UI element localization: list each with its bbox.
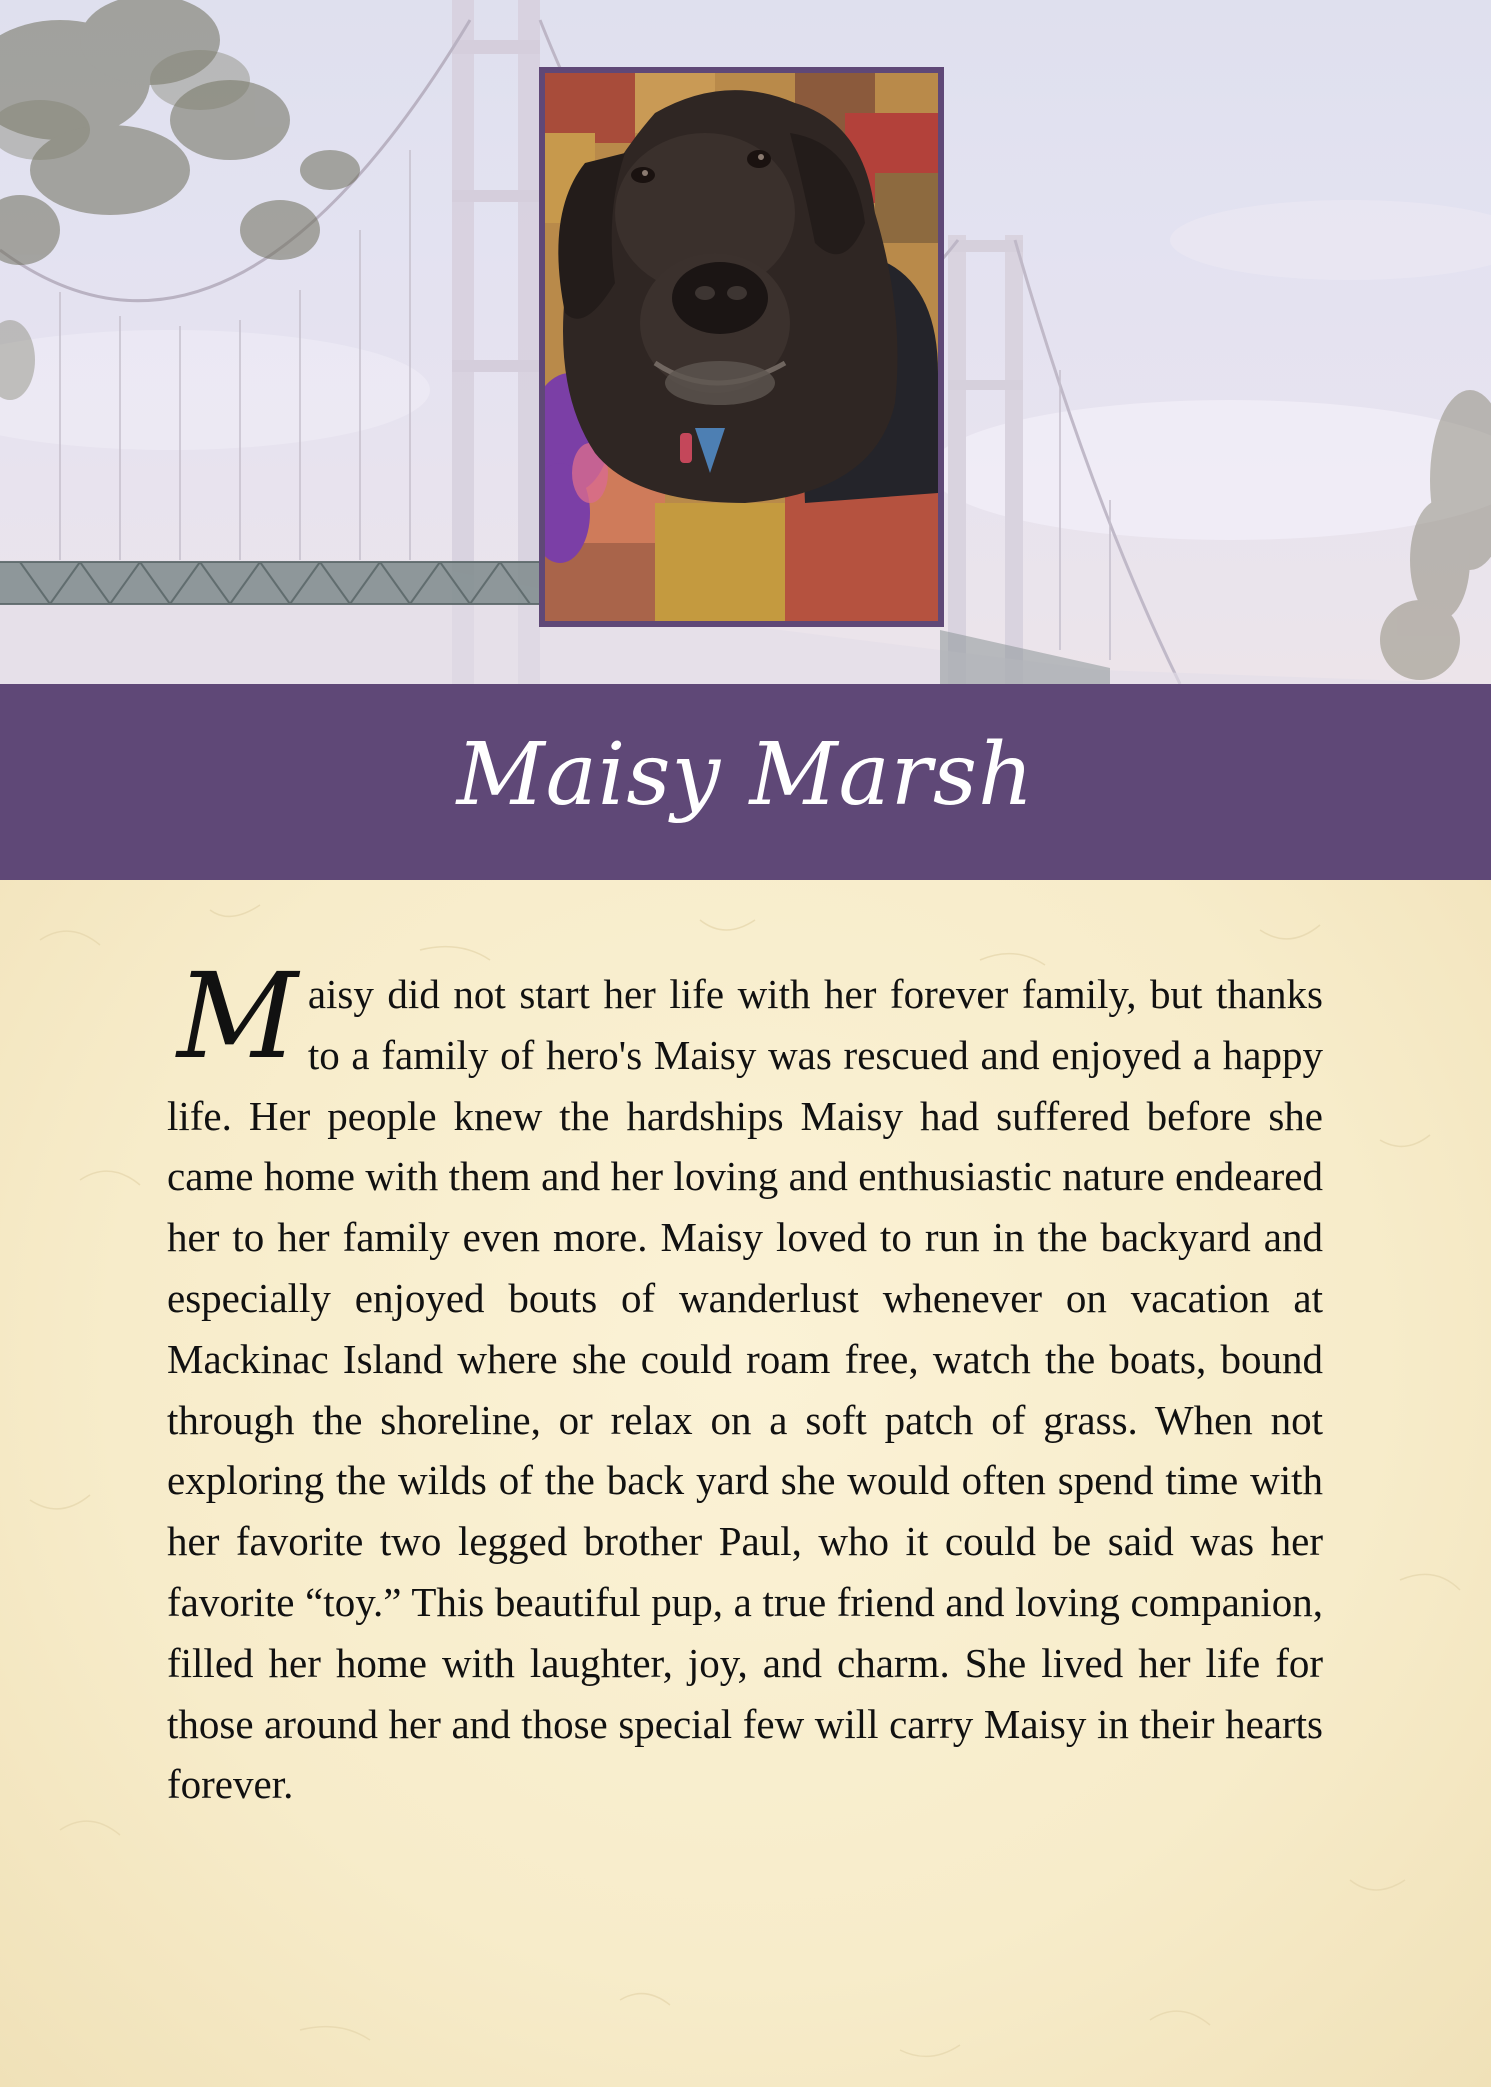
story-text: aisy did not start her life with her forever family, but thanks to a family of hero's Maisy was rescued and enjoyed a happy life. Her people knew the hardships Maisy had suffered before she came home with them and her loving and enthusiastic nature endeared her to her family even more. Maisy loved to run in the backyard and especially enjoyed bouts of wanderlust whenever on vacation at Mackinac Island where she could roam free, watch the boats, bound through the shoreline, or relax on a soft patch of grass. When not exploring the wilds of the back yard she would often spend time with her favorite two legged brother Paul, who it could be said was her favorite “toy.” This beautiful pup, a true friend and loving companion, filled her home with laughter, joy, and charm. She lived her life for those around her and those special few will carry Maisy in their hearts forever. bbox=[167, 971, 1323, 1808]
drop-cap-letter: M bbox=[177, 947, 298, 1085]
memorial-story bbox=[167, 947, 1323, 1815]
pet-photo bbox=[545, 73, 938, 621]
title-band bbox=[0, 684, 1491, 880]
pet-name-title: Maisy Marsh bbox=[456, 725, 1035, 825]
pet-photo-frame bbox=[539, 67, 944, 627]
